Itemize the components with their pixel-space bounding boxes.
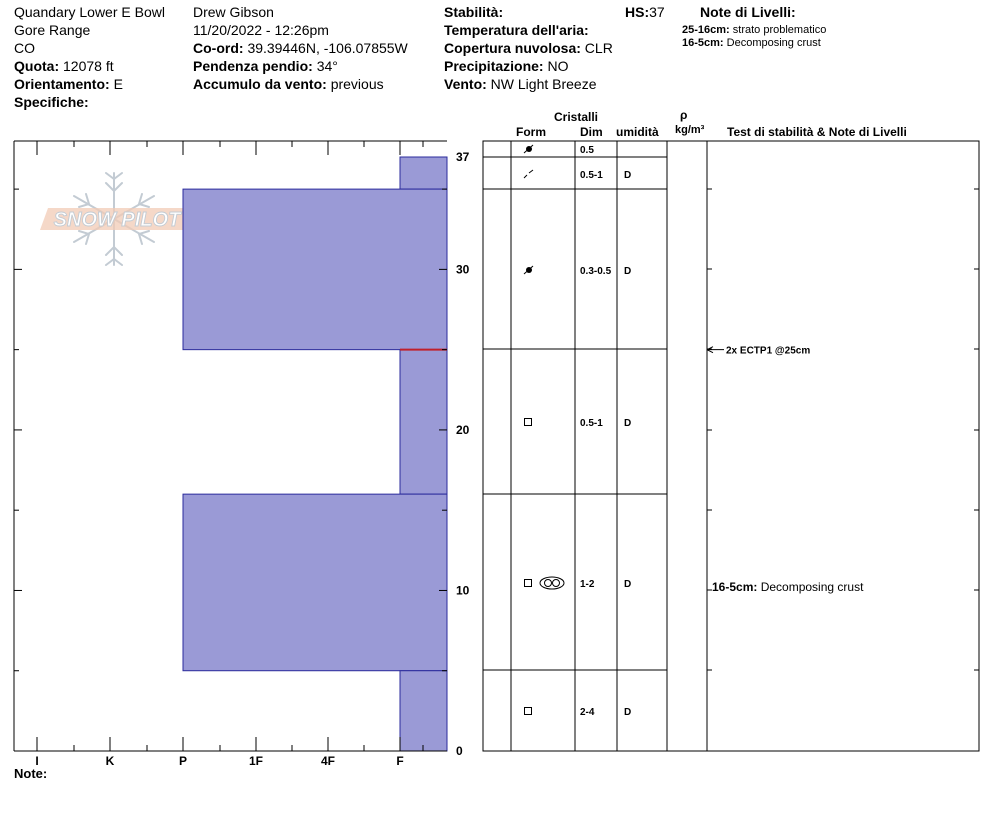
observation-datetime: 11/20/2022 - 12:26pm <box>193 22 329 38</box>
elevation-value: 12078 ft <box>63 58 114 74</box>
snow-pilot-logo <box>40 173 194 265</box>
hardness-axis-label: I <box>35 754 39 768</box>
hardness-axis-label: 4F <box>320 754 336 768</box>
location-name: Quandary Lower E Bowl <box>14 4 165 20</box>
layer-notes-title: Note di Livelli: <box>700 4 796 20</box>
layer-note-text: Decomposing crust <box>760 580 864 594</box>
hardness-axis-label: K <box>105 754 115 768</box>
moisture-header: umidità <box>616 125 659 139</box>
melt-freeze-crust-icon <box>553 580 560 587</box>
stability-label: Stabilità: <box>444 4 504 20</box>
layer-table-border <box>483 141 979 751</box>
layer-grain-size: 0.5-1 <box>580 170 603 181</box>
mountain-range: Gore Range <box>14 22 91 38</box>
notes-label: Note: <box>14 766 48 781</box>
wind-loading-label: Accumulo da vento: <box>193 76 327 92</box>
elevation-label: Quota: <box>14 58 60 74</box>
precip-particle-icon <box>526 267 532 273</box>
layer-note-range: 16-5cm: <box>712 580 761 594</box>
layer-note-text: Decomposing crust <box>726 37 821 49</box>
faceted-crystal-icon <box>525 419 532 426</box>
layer-moisture: D <box>624 579 632 590</box>
specifics-label: Specifiche: <box>14 94 89 110</box>
density-header-unit: kg/m³ <box>675 124 705 136</box>
layer-grain-size: 0.3-0.5 <box>580 266 612 277</box>
depth-axis-label: 0 <box>456 744 463 758</box>
coords-value: 39.39446N, -106.07855W <box>247 40 408 56</box>
wind-loading-value: previous <box>330 76 384 92</box>
aspect-value: E <box>113 76 123 92</box>
aspect-label: Orientamento: <box>14 76 110 92</box>
layer-moisture: D <box>624 707 632 718</box>
slope-value: 34° <box>316 58 338 74</box>
form-header: Form <box>516 125 546 139</box>
fragmented-particle-icon <box>524 170 533 178</box>
observer-name: Drew Gibson <box>193 4 274 20</box>
dim-header: Dim <box>580 125 603 139</box>
layer-moisture: D <box>624 170 632 181</box>
layer-grain-size: 0.5 <box>580 145 594 156</box>
hardness-axis-label: F <box>396 754 404 768</box>
melt-freeze-crust-icon <box>545 580 552 587</box>
tests-header: Test di stabilità & Note di Livelli <box>727 125 907 139</box>
layer-note-entry <box>712 580 864 594</box>
sky-label: Copertura nuvolosa: <box>444 40 581 56</box>
coords-label: Co-ord: <box>193 40 244 56</box>
faceted-crystal-icon <box>525 708 532 715</box>
hardness-layer-bar <box>183 494 447 671</box>
stability-test-arrow <box>707 347 724 353</box>
layer-note-range: 25-16cm: <box>682 24 730 36</box>
precip-label: Precipitazione: <box>444 58 544 74</box>
hardness-axis-label: 1F <box>248 754 264 768</box>
faceted-crystal-icon <box>525 580 532 587</box>
layer-grain-size: 1-2 <box>580 579 595 590</box>
wind-label: Vento: <box>444 76 487 92</box>
snow-pilot-wordmark: SNOW PILOT <box>53 209 181 231</box>
hardness-layer-bar <box>400 671 447 751</box>
precip-value: NO <box>547 58 569 74</box>
hardness-axis-label: P <box>178 754 188 768</box>
slope-label: Pendenza pendio: <box>193 58 313 74</box>
hs-label: HS: <box>625 4 650 20</box>
depth-axis-label: 10 <box>456 583 470 598</box>
air-temp-label: Temperatura dell'aria: <box>444 22 589 38</box>
layer-moisture: D <box>624 418 632 429</box>
density-header-symbol: ρ <box>680 108 688 122</box>
layer-note-text: strato problematico <box>732 24 827 36</box>
layer-grain-size: 2-4 <box>580 707 595 718</box>
stability-test-result: 2x ECTP1 @25cm <box>726 345 811 357</box>
wind-value: NW Light Breeze <box>490 76 597 92</box>
layer-note-range: 16-5cm: <box>682 37 724 49</box>
precip-particle-icon <box>526 146 532 152</box>
depth-axis-label: 30 <box>456 262 470 277</box>
layer-grain-size: 0.5-1 <box>580 418 603 429</box>
depth-axis-label: 20 <box>456 422 470 437</box>
hardness-layer-bar <box>400 157 447 189</box>
hardness-layer-bar <box>183 189 447 350</box>
sky-value: CLR <box>584 40 613 56</box>
hardness-layer-bar <box>400 350 447 494</box>
crystals-header: Cristalli <box>554 110 599 124</box>
hs-value: 37 <box>649 4 665 20</box>
depth-axis-label: 37 <box>456 150 470 164</box>
state: CO <box>14 40 35 56</box>
layer-moisture: D <box>624 266 632 277</box>
